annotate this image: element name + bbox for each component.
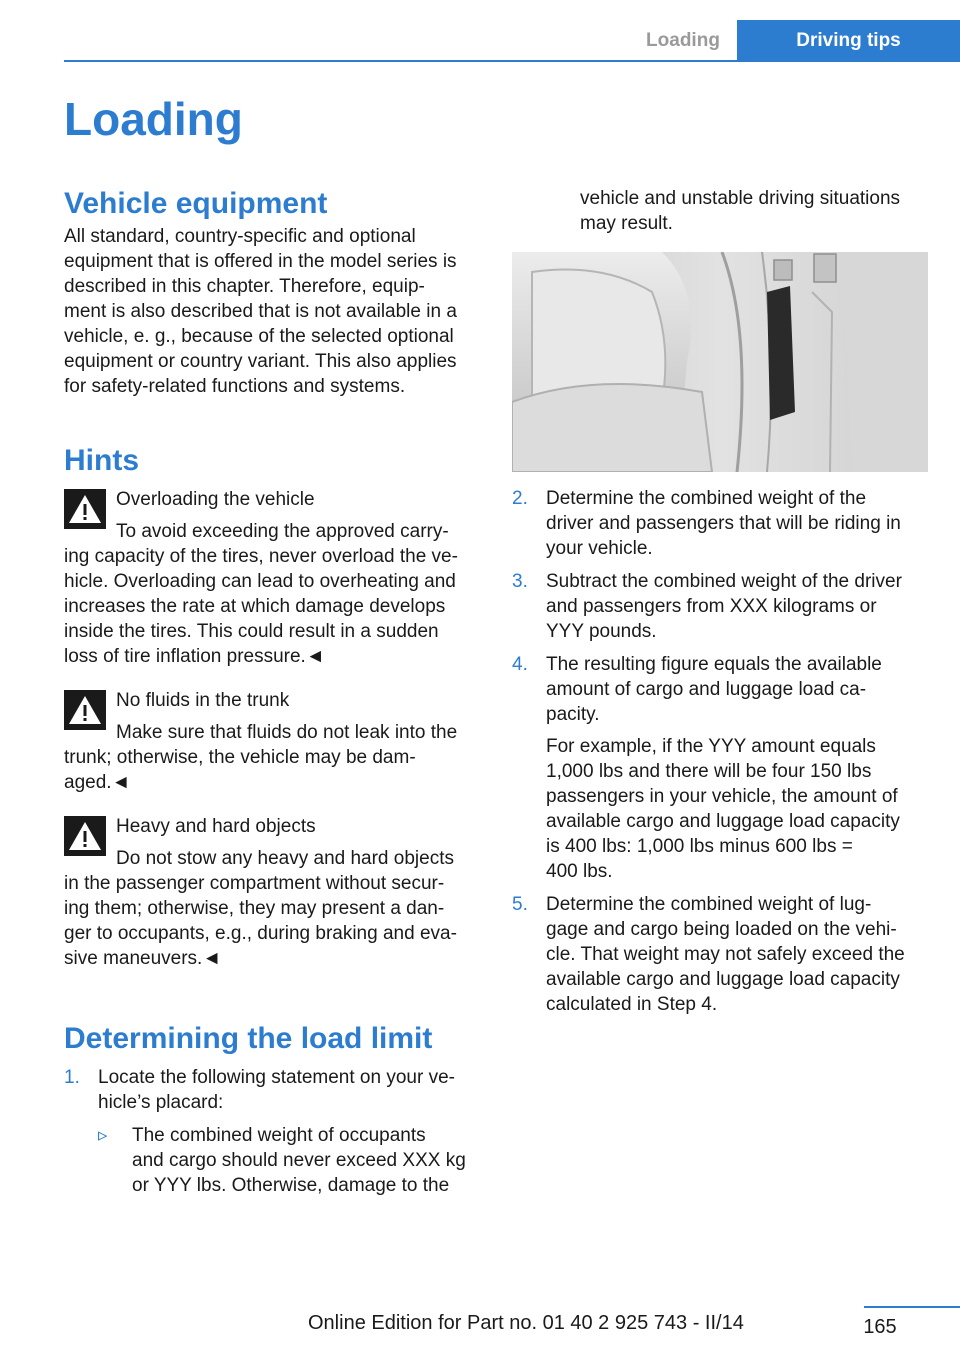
step-number: 5. — [512, 894, 528, 915]
warning-overloading — [64, 487, 476, 669]
text-line: hicle’s placard: — [98, 1092, 224, 1113]
text-line: in the passenger compartment without secur- — [64, 873, 445, 894]
step-number: 4. — [512, 654, 528, 675]
vehicle-equipment-text — [64, 224, 480, 399]
step-1 — [64, 1065, 480, 1198]
text-line: Locate the following statement on your ve- — [98, 1067, 455, 1088]
text-line: For example, if the YYY amount equals — [546, 736, 876, 757]
seat-illustration-icon — [512, 252, 928, 472]
text-line: All standard, country-specific and optional — [64, 226, 416, 247]
text-line: your vehicle. — [546, 538, 653, 559]
text-line: described in this chapter. Therefore, equip- — [64, 276, 425, 297]
warning-no-fluids — [64, 688, 476, 795]
text-line: Determine the combined weight of the — [546, 488, 867, 509]
text-line: may result. — [580, 213, 673, 234]
text-line: equipment that is offered in the model series is — [64, 251, 457, 272]
warning-triangle-icon — [64, 489, 106, 529]
warning-heavy-objects — [64, 814, 476, 971]
text-line: calculated in Step 4. — [546, 994, 718, 1015]
seat-load-label-photo — [512, 252, 928, 472]
text-line: and passengers from XXX kilograms or — [546, 596, 877, 617]
header-tab-section[interactable]: Loading — [646, 30, 720, 51]
text-line: available cargo and luggage load capacity — [546, 811, 900, 832]
text-line: driver and passengers that will be riding in — [546, 513, 901, 534]
text-line: cle. That weight may not safely exceed the — [546, 944, 905, 965]
warning-triangle-icon — [64, 816, 106, 856]
text-line: 400 lbs. — [546, 861, 613, 882]
text-line: ment is also described that is not available in a — [64, 301, 457, 322]
steps-list — [512, 486, 928, 1017]
load-limit-heading: Determining the load limit — [64, 1022, 433, 1055]
page-number: 165 — [863, 1316, 897, 1338]
text-line: Subtract the combined weight of the driver — [546, 571, 902, 592]
text-line: sive maneuvers.◄ — [64, 948, 222, 969]
text-line: vehicle and unstable driving situations — [580, 188, 901, 209]
warning-title: No fluids in the trunk — [116, 690, 290, 711]
text-line: trunk; otherwise, the vehicle may be dam- — [64, 747, 416, 768]
warning-title: Overloading the vehicle — [116, 489, 315, 510]
text-line: ing capacity of the tires, never overload the ve- — [64, 546, 458, 567]
text-line: loss of tire inflation pressure.◄ — [64, 646, 325, 667]
warning-triangle-icon — [64, 690, 106, 730]
text-line: The combined weight of occupants — [132, 1125, 426, 1146]
vehicle-equipment-heading: Vehicle equipment — [64, 187, 328, 220]
step-4-example — [546, 734, 928, 884]
warning-title: Heavy and hard objects — [116, 816, 316, 837]
header-divider — [64, 60, 960, 62]
text-line: available cargo and luggage load capacity — [546, 969, 900, 990]
warning-first-line: Do not stow any heavy and hard objects — [116, 848, 454, 869]
step-number: 1. — [64, 1067, 80, 1088]
text-line: ing them; otherwise, they may present a dan- — [64, 898, 445, 919]
warning-first-line: Make sure that fluids do not leak into the — [116, 722, 458, 743]
page-title: Loading — [64, 93, 243, 145]
text-line: equipment or country variant. This also applies — [64, 351, 457, 372]
bullet-marker-icon: ▹ — [98, 1125, 108, 1146]
text-line: 1,000 lbs and there will be four 150 lbs — [546, 761, 872, 782]
text-line: for safety-related functions and systems. — [64, 376, 406, 397]
footer-divider — [864, 1306, 960, 1308]
step-2 — [512, 486, 928, 561]
step-number: 2. — [512, 488, 528, 509]
text-line: ger to occupants, e.g., during braking and eva- — [64, 923, 457, 944]
text-line: amount of cargo and luggage load ca- — [546, 679, 867, 700]
left-column — [64, 184, 480, 1198]
text-line: is 400 lbs: 1,000 lbs minus 600 lbs = — [546, 836, 853, 857]
step-5 — [512, 892, 928, 1017]
step-number: 3. — [512, 571, 528, 592]
text-line: Determine the combined weight of lug- — [546, 894, 872, 915]
hints-heading: Hints — [64, 444, 139, 477]
text-line: gage and cargo being loaded on the vehi- — [546, 919, 897, 940]
text-line: and cargo should never exceed XXX kg — [132, 1150, 466, 1171]
text-line: pacity. — [546, 704, 600, 725]
text-line: increases the rate at which damage develops — [64, 596, 446, 617]
text-line: aged.◄ — [64, 772, 131, 793]
text-line: The resulting figure equals the available — [546, 654, 882, 675]
text-line: or YYY lbs. Otherwise, damage to the — [132, 1175, 450, 1196]
bullet-continuation — [580, 186, 940, 236]
text-line: inside the tires. This could result in a sudden — [64, 621, 439, 642]
step-3 — [512, 569, 928, 644]
warning-first-line: To avoid exceeding the approved carry- — [116, 521, 449, 542]
footer-edition: Online Edition for Part no. 01 40 2 925 743 - II/14 — [308, 1312, 744, 1334]
step-4 — [512, 652, 928, 884]
text-line: passengers in your vehicle, the amount of — [546, 786, 898, 807]
text-line: hicle. Overloading can lead to overheating and — [64, 571, 456, 592]
text-line: vehicle, e. g., because of the selected optional — [64, 326, 454, 347]
text-line: YYY pounds. — [546, 621, 657, 642]
step-1-bullet — [98, 1123, 480, 1198]
header-tab-chapter[interactable]: Driving tips — [737, 20, 960, 62]
